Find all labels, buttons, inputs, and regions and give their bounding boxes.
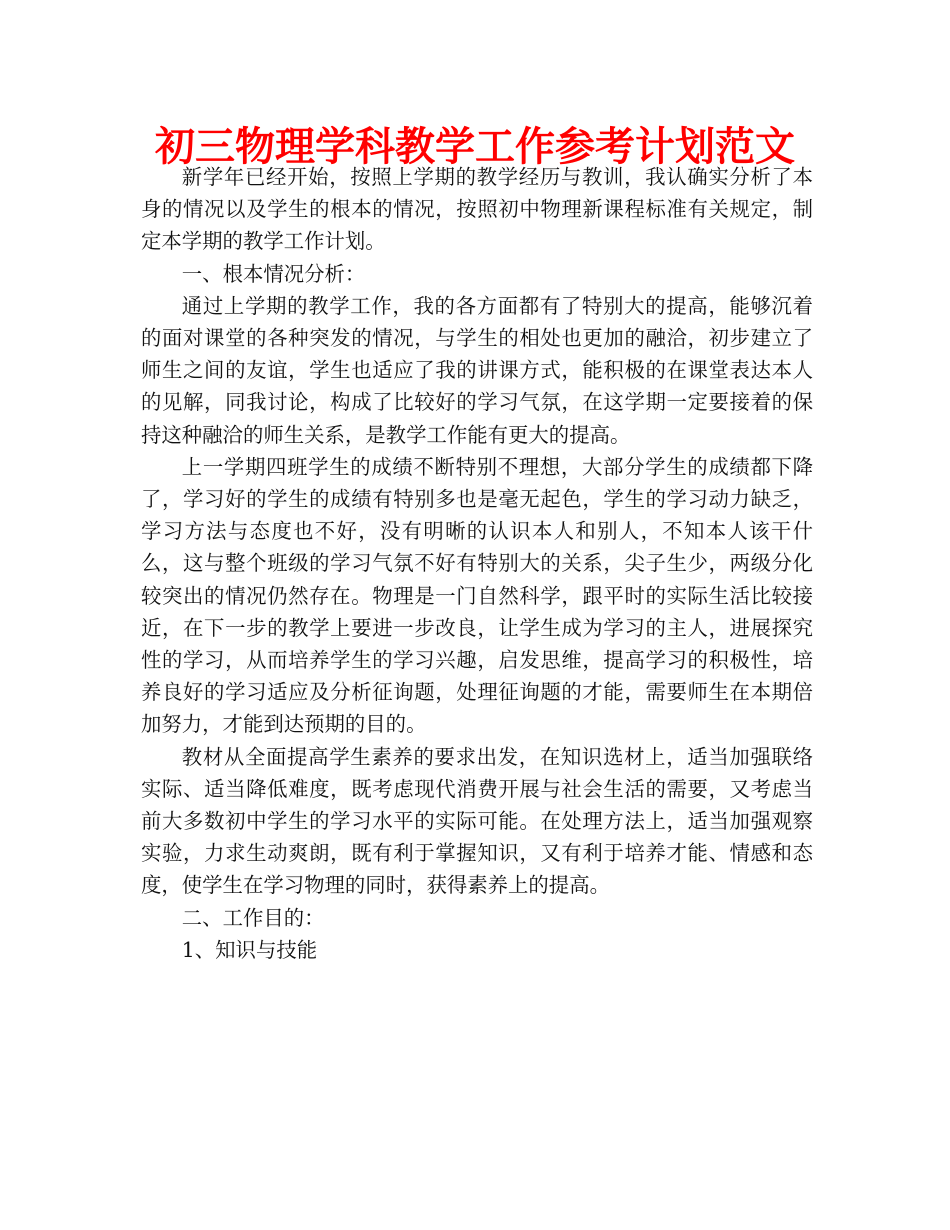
section-heading-work-goals: 二、工作目的： [181,905,325,930]
body-paragraph: 通过上学期的教学工作，我的各方面都有了特别大的提高，能够沉着的面对课堂的各种突发的情况，与学生的相处也更加的融洽，初步建立了师生之间的友谊，学生也适应了我的讲课方式，能积极的在课堂表达本人的见解，同我讨论，构成了比较好的学习气氛，在这学期一定要接着的保持这种融洽的师生关系，是教学工作能有更大的提高。 [141,293,813,447]
document-body [141,161,813,966]
body-paragraph: 教材从全面提高学生素养的要求出发，在知识选材上，适当加强联络实际、适当降低难度，既考虑现代消费开展与社会生活的需要，又考虑当前大多数初中学生的学习水平的实际可能。在处理方法上，适当加强观察实验，力求生动爽朗，既有利于掌握知识，又有利于培养才能、情感和态度，使学生在学习物理的同时，获得素养上的提高。 [141,744,813,898]
body-paragraph: 上一学期四班学生的成绩不断特别不理想，大部分学生的成绩都下降了，学习好的学生的成绩有特别多也是毫无起色，学生的学习动力缺乏，学习方法与态度也不好，没有明晰的认识本人和别人，不知本人该干什么，这与整个班级的学习气氛不好有特别大的关系，尖子生少，两级分化较突出的情况仍然存在。物理是一门自然科学，跟平时的实际生活比较接近，在下一步的教学上要进一步改良，让学生成为学习的主人，进展探究性的学习，从而培养学生的学习兴趣，启发思维，提高学习的积极性，培养良好的学习适应及分析征询题，处理征询题的才能，需要师生在本期倍加努力，才能到达预期的目的。 [141,454,813,737]
intro-paragraph: 新学年已经开始，按照上学期的教学经历与教训，我认确实分析了本身的情况以及学生的根本的情况，按照初中物理新课程标准有关规定，制定本学期的教学工作计划。 [141,165,813,254]
subsection-heading-knowledge-skills: 1、知识与技能 [181,937,318,962]
document-title: 初三物理学科教学工作参考计划范文 [155,124,795,170]
section-heading-basic-analysis: 一、根本情况分析： [181,261,366,286]
